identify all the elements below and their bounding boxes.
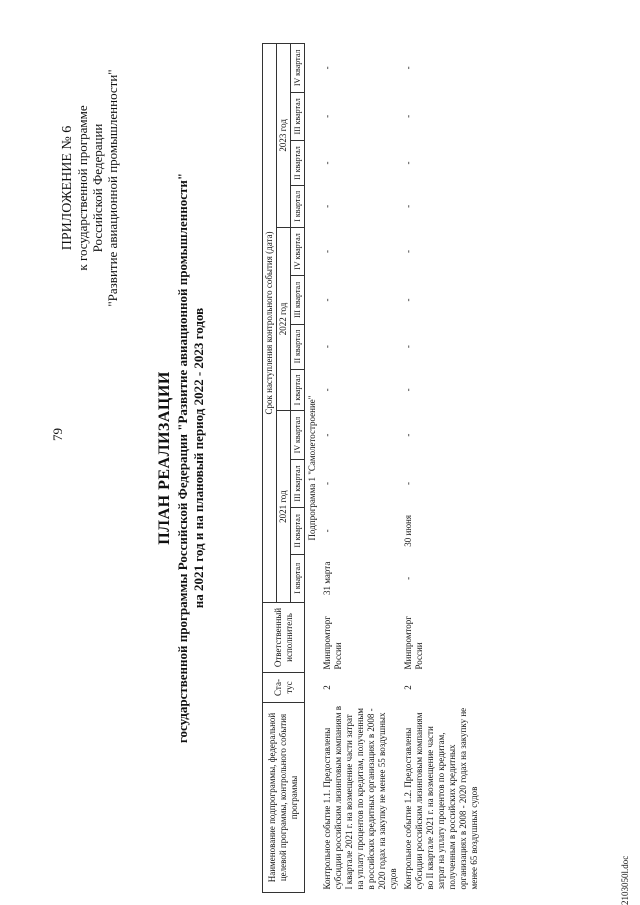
header-quarter: II квартал xyxy=(291,140,305,185)
quarter-cell: - xyxy=(403,161,413,165)
quarter-cell: - xyxy=(322,66,332,70)
header-quarter: IV квартал xyxy=(291,411,305,460)
appendix-line: Российской Федерации xyxy=(90,123,105,253)
quarter-cell: 30 июня xyxy=(403,515,413,547)
header-year: 2022 год xyxy=(277,227,291,411)
title-heading: ПЛАН РЕАЛИЗАЦИИ xyxy=(156,371,173,545)
event-name: Контрольное событие 1.1. Предоставлены субсидии российским лизинговым компаниям в I квартале 2021 г. на возмещение части затрат на уплату процентов по кредитам, полученным в российских кредитных организациях в 2008 - 2020 годах на закупку не менее 55 воздушных судов xyxy=(322,705,398,890)
quarter-cell: - xyxy=(322,114,332,118)
rotated-page-content xyxy=(30,23,630,893)
quarter-cell: - xyxy=(322,298,332,302)
header-quarter: II квартал xyxy=(291,324,305,369)
quarter-cell: - xyxy=(403,250,413,253)
header-quarter: II квартал xyxy=(291,508,305,554)
event-executor: Минпромторг России xyxy=(403,616,424,670)
event-status: 2 xyxy=(322,685,332,690)
subprogram-title: Подпрограмма 1 "Самолетостроение" xyxy=(307,395,317,541)
appendix-title: ПРИЛОЖЕНИЕ № 6 xyxy=(60,125,75,251)
appendix-line: "Развитие авиационной промышленности" xyxy=(105,69,120,307)
quarter-cell: - xyxy=(322,204,332,208)
table-row xyxy=(320,44,401,893)
appendix-line: к государственной программе xyxy=(75,105,90,271)
header-year: 2023 год xyxy=(277,44,291,228)
header-quarter: III квартал xyxy=(291,459,305,507)
quarter-cell: - xyxy=(403,576,413,580)
header-quarter: I квартал xyxy=(291,369,305,411)
header-status: Ста-тус xyxy=(263,673,305,703)
document-title xyxy=(155,23,207,893)
header-executor: Ответственный исполнитель xyxy=(263,603,305,673)
quarter-cell: - xyxy=(322,433,332,437)
header-year: 2021 год xyxy=(277,411,291,603)
title-period: на 2021 год и на плановый период 2022 - 2023 годов xyxy=(191,307,206,609)
quarter-cell: - xyxy=(403,204,413,208)
table-row xyxy=(401,44,482,893)
quarter-cell: - xyxy=(403,66,413,70)
event-name: Контрольное событие 1.2. Предоставлены субсидии российским лизинговым компаниям во II квартале 2021 г. на возмещение части затрат на уплату процентов по кредитам, полученным в российских кредитных организациях в 2008 - 2020 годах на закупку не менее 65 воздушных судов xyxy=(403,707,479,890)
appendix-block xyxy=(60,23,120,353)
page-number: 79 xyxy=(50,428,65,441)
quarter-cell: - xyxy=(322,529,332,533)
event-executor: Минпромторг России xyxy=(322,616,343,670)
header-quarter: IV квартал xyxy=(291,44,305,93)
title-subtitle: государственной программы Российской Федерации "Развитие авиационной промышленности" xyxy=(175,172,190,744)
quarter-cell: - xyxy=(403,114,413,118)
quarter-cell: - xyxy=(322,388,332,392)
header-quarter: III квартал xyxy=(291,276,305,324)
plan-table xyxy=(262,43,482,893)
quarter-cell: - xyxy=(322,161,332,165)
header-dates: Срок наступления контрольного события (дата) xyxy=(263,44,277,603)
quarter-cell: - xyxy=(322,482,332,486)
header-name: Наименование подпрограммы, федеральной целевой программы, контрольного события программы xyxy=(263,703,305,893)
quarter-cell: - xyxy=(403,298,413,302)
header-quarter: I квартал xyxy=(291,185,305,227)
quarter-cell: - xyxy=(403,345,413,349)
quarter-cell: 31 марта xyxy=(322,561,332,595)
header-quarter: I квартал xyxy=(291,554,305,602)
header-quarter: IV квартал xyxy=(291,227,305,276)
footer-filename: 2103050l.doc xyxy=(620,855,630,905)
quarter-cell: - xyxy=(403,388,413,392)
quarter-cell: - xyxy=(403,433,413,437)
quarter-cell: - xyxy=(322,345,332,349)
quarter-cell: - xyxy=(322,250,332,253)
event-status: 2 xyxy=(403,685,413,690)
header-quarter: III квартал xyxy=(291,92,305,140)
quarter-cell: - xyxy=(403,482,413,486)
